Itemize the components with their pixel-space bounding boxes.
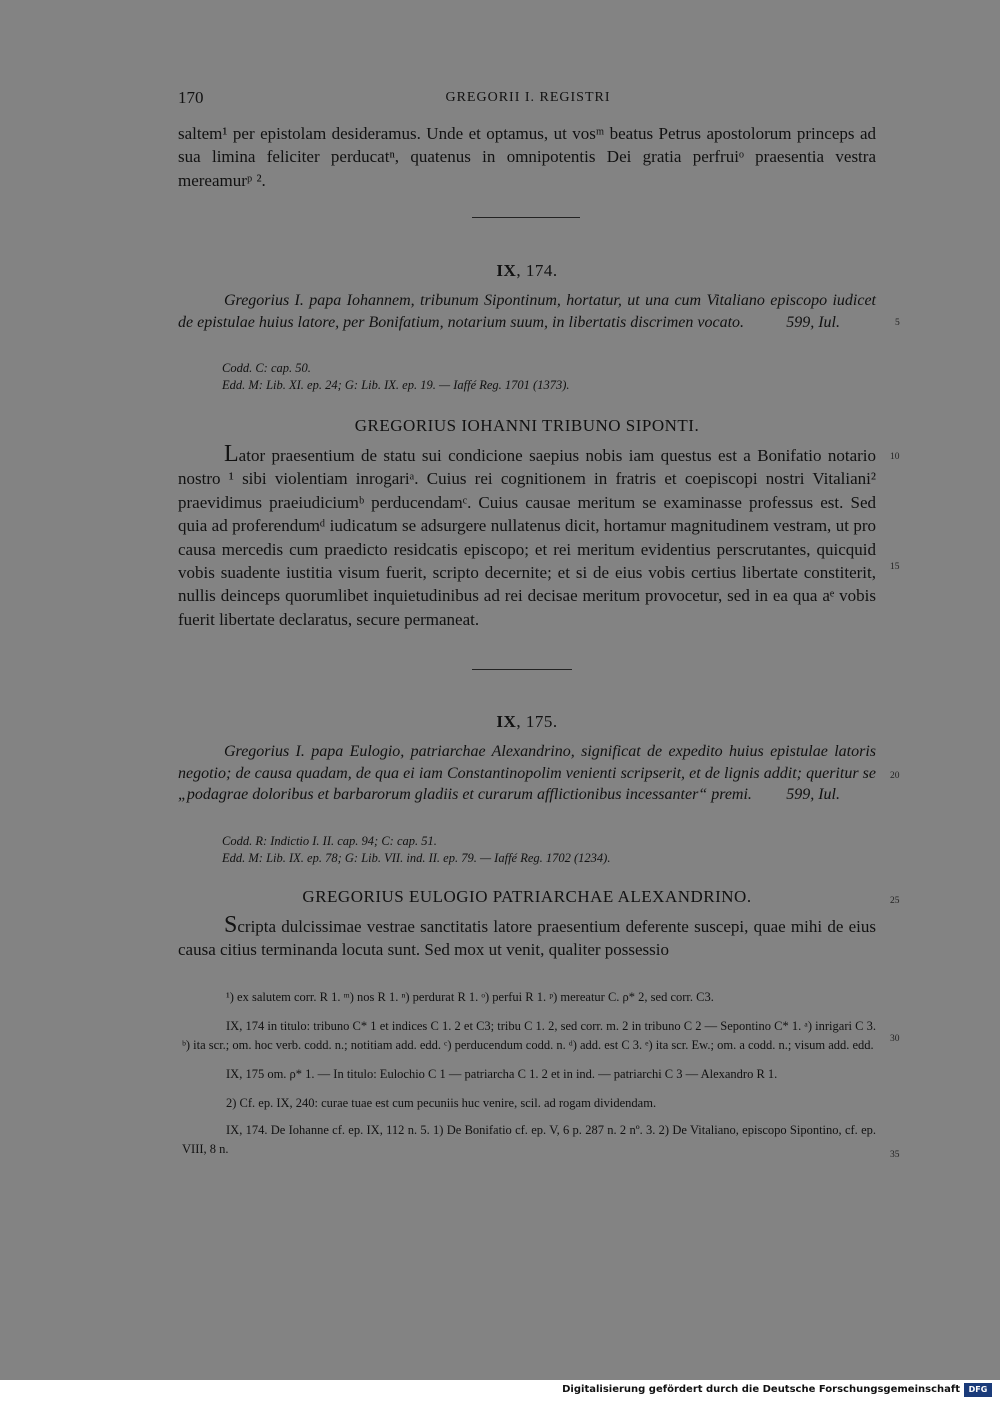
funding-notice: Digitalisierung gefördert durch die Deutsche Forschungsgemeinschaft <box>562 1384 960 1395</box>
page-number: 170 <box>178 88 204 107</box>
letter-number-175: IX, 175. <box>496 712 558 731</box>
initial-letter-174: L <box>224 441 239 467</box>
apparatus-notes <box>182 988 876 1159</box>
line-number: 30 <box>890 1034 900 1044</box>
line-number: 5 <box>895 318 900 328</box>
letter-date-175: 599, Iul. <box>786 786 840 803</box>
letter-summary-175: Gregorius I. papa Eulogio, patriarchae Alexandrino, significat de expedito huius epistulae latoris negotio; de causa quadam, de qua ei iam Constantinopolim venienti scripserit, et de lignis addit; queritur se „podagrae doloribus et barbarorum gladiis et curarum afflictionibus incessanter“ premi. 599, Iul. <box>178 741 876 806</box>
note-block-1: ¹) ex salutem corr. R 1. ᵐ) nos R 1. ⁿ) perdurat R 1. ᵒ) perfui R 1. ᵖ) mereatur C. ρ* 2, sed corr. C3. <box>226 990 714 1004</box>
intro-paragraph: saltem¹ per epistolam desideramus. Unde et optamus, ut vosᵐ beatus Petrus apostolorum princeps ad sua limina feliciter perducatⁿ, quatenus in omnipotentis Dei gratia perfruiᵒ praesentia vestra mereamurᵖ ². <box>178 124 876 190</box>
note-block-3: IX, 175 om. ρ* 1. — In titulo: Eulochio C 1 — patriarcha C 1. 2 et in ind. — patriarchi C 3 — Alexandro R 1. <box>226 1067 778 1081</box>
section-divider <box>472 669 572 670</box>
codices-175: Codd. R: Indictio I. II. cap. 94; C: cap. 51. Edd. M: Lib. IX. ep. 78; G: Lib. VII. ind. II. ep. 79. — Iaffé Reg. 1702 (1234). <box>222 834 611 865</box>
note-block-5: IX, 174. De Iohanne cf. ep. IX, 112 n. 5. 1) De Bonifatio cf. ep. V, 6 p. 287 n. 2 nº. 3. 2) De Vitaliano, episcopo Sipontino, cf. ep. VIII, 8 n. <box>182 1123 876 1156</box>
section-divider <box>472 217 580 218</box>
dfg-logo: DFG <box>964 1383 992 1397</box>
letter-address-174: GREGORIUS IOHANNI TRIBUNO SIPONTI. <box>354 416 700 435</box>
page-header <box>178 88 878 110</box>
codices-174: Codd. C: cap. 50. Edd. M: Lib. XI. ep. 24; G: Lib. IX. ep. 19. — Iaffé Reg. 1701 (1373). <box>222 361 570 392</box>
footer-bar <box>0 1380 1000 1402</box>
letter-date-174: 599, Iul. <box>786 313 840 331</box>
initial-letter-175: S <box>224 912 238 938</box>
line-number: 20 <box>890 771 900 781</box>
note-block-4: 2) Cf. ep. IX, 240: curae tuae est cum pecuniis huc venire, scil. ad rogam dividendam. <box>226 1096 657 1110</box>
letter-address-175: GREGORIUS EULOGIO PATRIARCHAE ALEXANDRINO. <box>302 887 752 906</box>
letter-text-174: Lator praesentium de statu sui condicione saepius nobis iam questus est a Bonifatio notario nostro ¹ sibi violentiam inrogariᵃ. Cuius rei cognitionem in fratris et coepiscopi nostri Vitaliani² praevidimus praeiudiciumᵇ perducendamᶜ. Cuius causae meritum se examinasse professus est. Sed quia ad proferendumᵈ iudicatum se adsurgere nullatenus dicit, hortamur magnitudinem vestram, ut pro causa mercedis cum praedicto residcatis episcopo; et rei meritum evidentius perscrutantes, quicquid vobis suadente iustitia visum fuerit, scripto decernite; et si de eius vobis certius libertate constiterit, nullis deinceps quorumlibet inquietudinibus ad rei decisae meritum provocetur, sed in ea qua aᵉ vobis fuerit libertate declaratus, secure permaneat. <box>178 441 876 629</box>
line-number: 10 <box>890 452 900 462</box>
running-title: GREGORII I. REGISTRI <box>445 90 611 105</box>
letter-number-174: IX, 174. <box>496 261 558 280</box>
letter-text-175: Scripta dulcissimae vestrae sanctitatis latore praesentium deferente suscepi, quae mihi de eius causa citius terminanda locuta sunt. Sed mox ut venit, qualiter possessio <box>178 912 876 960</box>
line-number: 35 <box>890 1150 900 1160</box>
letter-summary-174: Gregorius I. papa Iohannem, tribunum Sipontinum, hortatur, ut una cum Vitaliano episcopo iudicet de epistulae huius latore, per Bonifatium, notarium suum, in libertatis discrimen vocato. 599, Iul. <box>178 290 876 333</box>
note-block-2: IX, 174 in titulo: tribuno C* 1 et indices C 1. 2 et C3; tribu C 1. 2, sed corr. m. 2 in tribuno C 2 — Sepontino C* 1. ᵃ) inrigari C 3. ᵇ) ita scr.; om. hoc verb. codd. n.; notitiam add. edd. ᶜ) perducendum codd. n. ᵈ) add. est C 3. ᵉ) ita scr. Ew.; om. a codd. n.; visum add. edd. <box>182 1019 876 1052</box>
line-number: 25 <box>890 896 900 906</box>
line-number: 15 <box>890 562 900 572</box>
